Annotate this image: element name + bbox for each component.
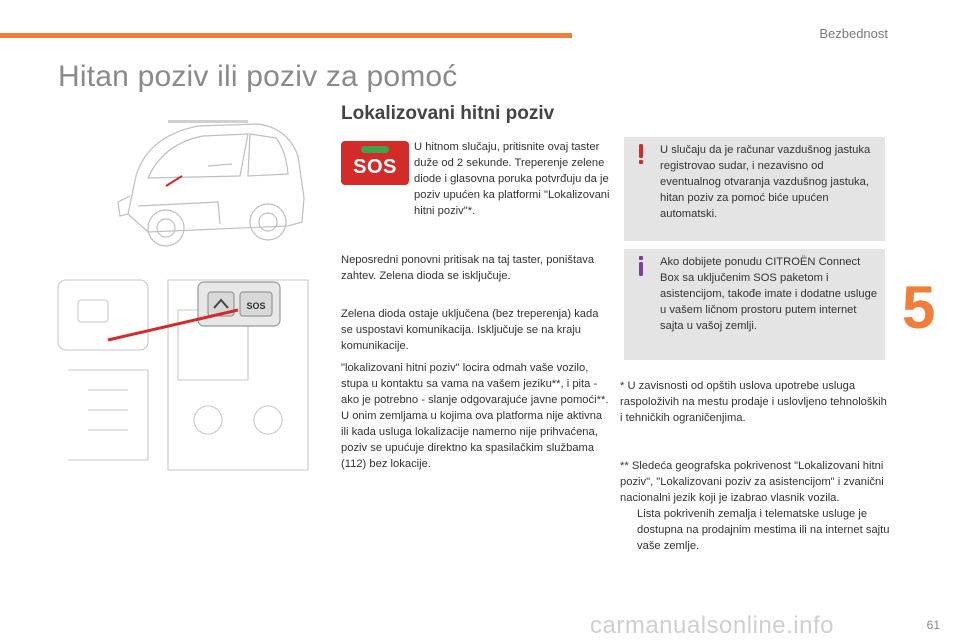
paragraph-led-on: Zelena dioda ostaje uključena (bez treperenja) kada se uspostavi komunikacija. Isključuje se na kraju komunikacije. [341,308,599,352]
watermark: carmanualsonline.info [590,612,834,639]
page-number: 61 [926,618,940,632]
paragraph-cancel: Neposredni ponovni pritisak na taj taster, poništava zahtev. Zelena dioda se isključuje. [341,254,595,282]
footnote-1-text: U zavisnosti od opštih uslova upotrebe usluga raspoloživih na mestu prodaje i uslovljeno tehnoloških i tehničkih ograničenjima. [620,380,887,424]
page-title: Hitan poziv ili poziv za pomoć [58,60,458,93]
header-accent-bar [0,33,572,38]
info-box [624,249,885,360]
warning-text: U slučaju da je računar vazdušnog jastuka registrovao sudar, i nezavisno od eventualnog otvaranja vazdušnog jastuka, hitan poziv za pomoć biće upućen automatski. [660,144,871,220]
footnote-2-text-b: Lista pokrivenih zemalja i telematske usluge je dostupna na prodajnim mestima ili na internet sajtu vaše zemlje. [637,508,890,552]
info-icon [634,255,648,277]
warning-box [624,137,885,241]
svg-text:SOS: SOS [246,301,266,311]
sos-button-image [341,141,409,185]
sos-label: SOS [353,156,397,178]
chapter-number: 5 [902,274,936,341]
footnote-2-text: Sledeća geografska pokrivenost "Lokalizovani hitni poziv", "Lokalizovani poziv za asistencijom" i zvanični nacionalni jezik koji je izabrao vlasnik vozila. [620,460,884,504]
section-subtitle: Lokalizovani hitni poziv [341,103,555,124]
footnote-1 [620,378,890,426]
intro-paragraph: U hitnom slučaju, pritisnite ovaj taster duže od 2 sekunde. Treperenje zelene diode i glasovna poruka potvrđuju da je poziv upućen ka platformi "Lokalizovani hitni poziv"*. [414,141,610,217]
console-illustration [48,270,320,482]
green-led-indicator [361,146,389,153]
car-illustration [108,106,314,262]
footnote-2 [620,458,890,554]
footnote-1-mark: * [620,380,625,392]
paragraph-localization: "lokalizovani hitni poziv" locira odmah vaše vozilo, stupa u kontaktu sa vama na vašem jeziku**, i pita - ako je potrebno - slanje odgovarajuće javne pomoći**. U onim zemljama u kojima ova platforma nije aktivna ili kada usluga lokalizacije namerno nije prihvaćena, poziv se upućuje direktno ka spasilačkim službama (112) bez lokacije. [341,362,609,470]
info-text: Ako dobijete ponudu CITROËN Connect Box sa uključenim SOS paketom i asistencijom, takođe imate i dodatne usluge u vašem ličnom prostoru putem internet sajta u vašoj zemlji. [660,256,878,332]
footnote-2-mark: ** [620,460,629,472]
exclamation-icon [634,143,648,165]
section-name: Bezbednost [819,26,888,41]
